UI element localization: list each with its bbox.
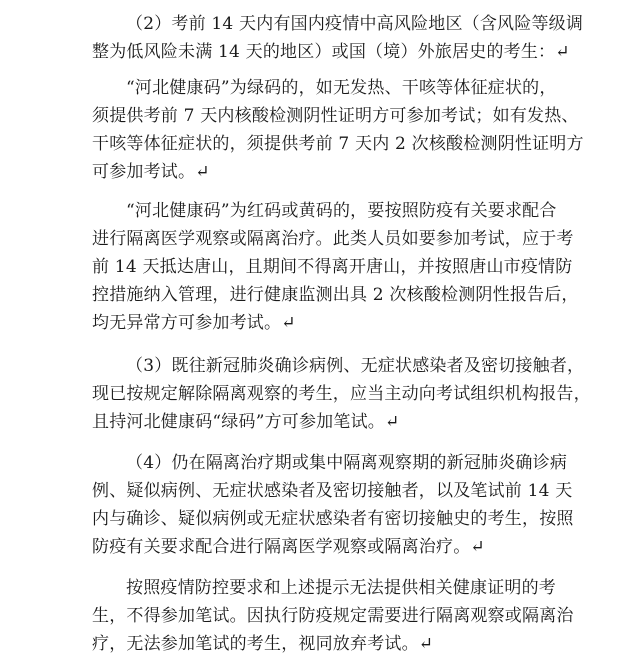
text-line: 且持河北健康码“绿码”方可参加笔试。↵: [92, 412, 400, 432]
text-line: 按照疫情防控要求和上述提示无法提供相关健康证明的考: [126, 578, 556, 598]
text-line: “河北健康码”为绿码的，如无发热、干咳等体征症状的，: [126, 78, 557, 98]
text-line: 前 14 天抵达唐山，且期间不得离开唐山，并按照唐山市疫情防: [92, 257, 573, 277]
text-line: 疗，无法参加笔试的考生，视同放弃考试。↵: [92, 634, 434, 654]
text-line: 例、疑似病例、无症状感染者及密切接触者，以及笔试前 14 天: [92, 481, 573, 501]
paragraph-2-travel-history: [92, 10, 584, 66]
text-line: 干咳等体征症状的，须提供考前 7 天内 2 次核酸检测阴性证明方: [92, 134, 584, 154]
text-line: 可参加考试。↵: [92, 162, 210, 182]
text-line: 内与确诊、疑似病例或无症状感染者有密切接触史的考生，按照: [92, 509, 574, 529]
text-line: 控措施纳入管理，进行健康监测出具 2 次核酸检测阴性报告后，: [92, 285, 579, 305]
text-line: （3）既往新冠肺炎确诊病例、无症状感染者及密切接触者，: [126, 356, 585, 376]
text-line: 生，不得参加笔试。因执行防疫规定需要进行隔离观察或隔离治: [92, 606, 574, 626]
text-line: 均无异常方可参加考试。↵: [92, 313, 296, 333]
text-line: 进行隔离医学观察或隔离治疗。此类人员如要参加考试，应于考: [92, 229, 574, 249]
text-line: “河北健康码”为红码或黄码的，要按照防疫有关要求配合: [126, 201, 557, 221]
paragraph-red-yellow-code: [92, 197, 579, 337]
text-line: 防疫有关要求配合进行隔离医学观察或隔离治疗。↵: [92, 537, 485, 557]
paragraph-no-certificate: [92, 574, 574, 658]
text-line: 现已按规定解除隔离观察的考生，应当主动向考试组织机构报告，: [92, 384, 591, 404]
text-line: 须提供考前 7 天内核酸检测阴性证明方可参加考试；如有发热、: [92, 106, 579, 126]
text-line: （4）仍在隔离治疗期或集中隔离观察期的新冠肺炎确诊病: [126, 453, 568, 473]
text-line: （2）考前 14 天内有国内疫情中高风险地区（含风险等级调: [126, 14, 584, 34]
paragraph-green-code: [92, 74, 584, 186]
paragraph-4-isolation: [92, 449, 574, 561]
paragraph-3-recovered-cases: [92, 352, 591, 436]
text-line: 整为低风险未满 14 天的地区）或国（境）外旅居史的考生：↵: [92, 42, 570, 62]
